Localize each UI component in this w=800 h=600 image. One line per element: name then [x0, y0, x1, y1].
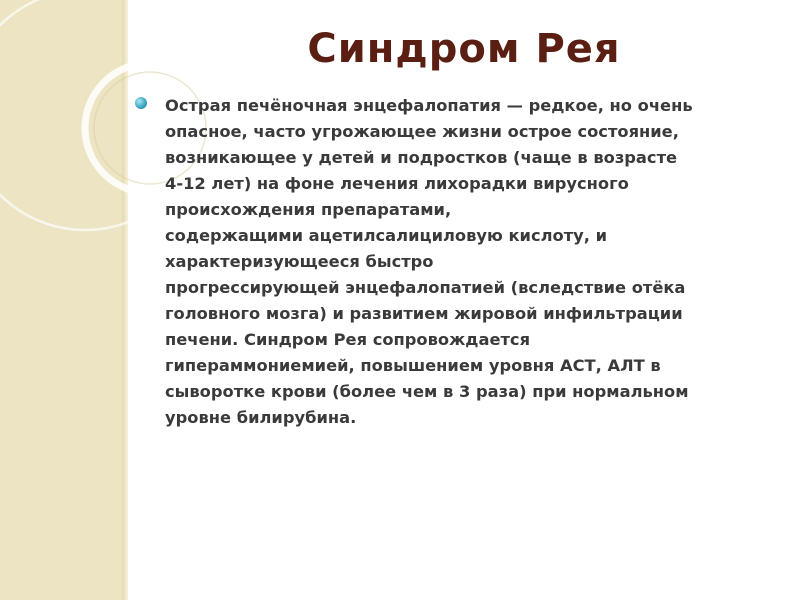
bullet-line: гипераммониемией, повышением уровня АСТ, АЛТ в [165, 356, 661, 375]
slide-title: Синдром Рея [307, 26, 621, 72]
bullet-dot-icon [135, 97, 147, 109]
bullet-line: Острая печёночная энцефалопатия — редкое, но очень [165, 96, 693, 115]
slide-content [135, 93, 785, 431]
bullet-line: печени. Синдром Рея сопровождается [165, 330, 531, 349]
bullet-line: 4-12 лет) на фоне лечения лихорадки вирусного [165, 174, 629, 193]
bullet-item [135, 93, 785, 431]
bullet-line: головного мозга) и развитием жировой инфильтрации [165, 304, 683, 323]
bullet-line: характеризующееся быстро [165, 252, 434, 271]
bullet-text [165, 93, 785, 431]
bullet-line: содержащими ацетилсалициловую кислоту, и [165, 226, 608, 245]
bullet-line: происхождения препаратами, [165, 200, 452, 219]
bullet-line: прогрессирующей энцефалопатией (вследствие отёка [165, 278, 686, 297]
bullet-line: возникающее у детей и подростков (чаще в возрасте [165, 148, 678, 167]
bullet-line: уровне билирубина. [165, 408, 357, 427]
bullet-line: опасное, часто угрожающее жизни острое состояние, [165, 122, 679, 141]
bullet-line: сыворотке крови (более чем в 3 раза) при нормальном [165, 382, 689, 401]
